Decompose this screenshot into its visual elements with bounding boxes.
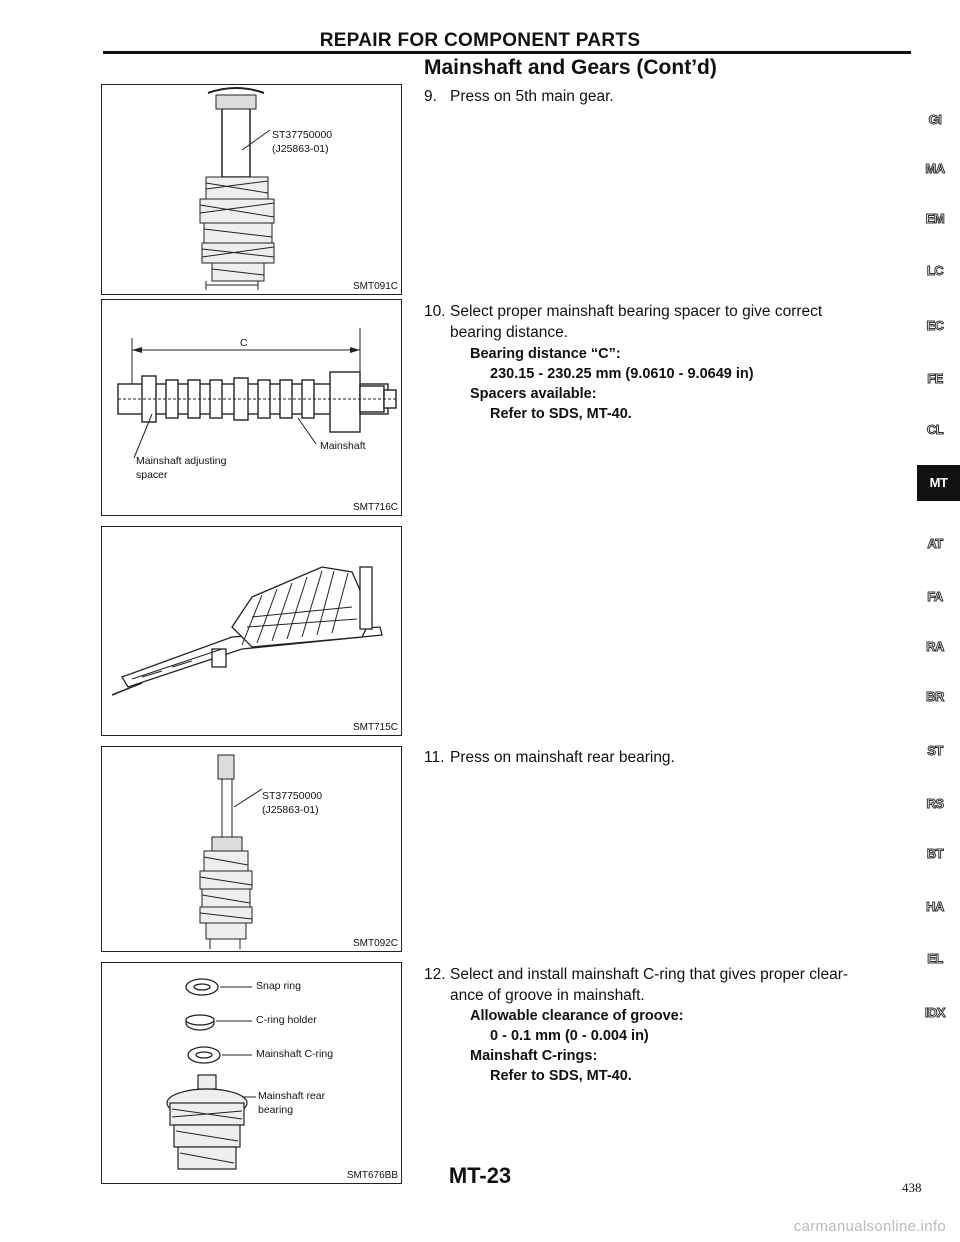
page-number-label: MT-23 [448, 1163, 512, 1188]
step-number: 12. [424, 966, 446, 983]
figure-c-ring-parts [101, 962, 402, 1184]
step-text: Select and install mainshaft C-ring that gives proper clear- [450, 966, 849, 983]
spec-label: Mainshaft C-rings: [470, 1048, 598, 1064]
c-ring-holder-label: C-ring holder [256, 1014, 317, 1026]
step-number: 11. [424, 749, 445, 766]
step-12 [424, 964, 848, 985]
figure-press-rear-bearing [101, 746, 402, 952]
spec-label: Spacers available: [470, 386, 597, 402]
tab-cl[interactable]: CL [926, 422, 944, 437]
snap-ring-label: Snap ring [256, 980, 301, 992]
adjusting-spacer-label: Mainshaft adjusting [136, 455, 227, 467]
figure-code: SMT091C [352, 281, 398, 292]
spec-value: Refer to SDS, MT-40. [490, 1068, 632, 1084]
step-10 [424, 301, 822, 322]
spec-value: Refer to SDS, MT-40. [490, 406, 632, 422]
mainshaft-rear-bearing-label: Mainshaft rear [258, 1090, 326, 1102]
tab-br[interactable]: BR [926, 689, 944, 704]
figure-bearing-distance [101, 299, 402, 516]
watermark-text: carmanualsonline.info [793, 1218, 946, 1235]
tab-mt[interactable]: MT [917, 465, 960, 501]
figure-code: SMT092C [352, 938, 398, 949]
tab-el[interactable]: EL [927, 951, 943, 966]
tab-ma[interactable]: MA [925, 161, 945, 176]
adjusting-spacer-label-line2: spacer [136, 469, 168, 481]
figure-code: SMT715C [352, 722, 398, 733]
tab-idx[interactable]: IDX [924, 1005, 946, 1020]
tool-alt-number-label: (J25863-01) [262, 804, 319, 816]
tab-ha[interactable]: HA [926, 899, 944, 914]
tab-at[interactable]: AT [927, 536, 943, 551]
step-text: Select proper mainshaft bearing spacer to give correct [450, 303, 823, 320]
header-rule [103, 51, 911, 54]
press-tool-illustration [102, 747, 401, 951]
tab-lc[interactable]: LC [926, 263, 944, 278]
section-title: Mainshaft and Gears (Cont’d) [424, 56, 717, 79]
page-header-title: REPAIR FOR COMPONENT PARTS [319, 30, 641, 51]
figure-caliper-measurement [101, 526, 402, 736]
step-12-continued: ance of groove in mainshaft. [450, 987, 645, 1004]
caliper-illustration [102, 527, 401, 735]
tab-fe[interactable]: FE [927, 371, 943, 386]
figure-code: SMT676BB [346, 1170, 398, 1181]
figure-code: SMT716C [352, 502, 398, 513]
tab-gi[interactable]: GI [928, 112, 942, 127]
step-10-continued: bearing distance. [450, 324, 569, 341]
tab-ec[interactable]: EC [926, 318, 944, 333]
press-tool-illustration [102, 85, 401, 294]
step-number: 9. [424, 88, 437, 105]
step-9 [424, 86, 614, 107]
spec-label: Bearing distance “C”: [470, 346, 621, 362]
tool-number-label: ST37750000 [272, 129, 333, 141]
tab-ra[interactable]: RA [926, 639, 944, 654]
mainshaft-label: Mainshaft [320, 440, 366, 452]
step-11 [424, 747, 675, 768]
tab-fa[interactable]: FA [927, 589, 943, 604]
figure-press-5th-gear [101, 84, 402, 295]
tab-rs[interactable]: RS [926, 796, 944, 811]
distance-c-label: C [240, 337, 248, 349]
spec-value: 230.15 - 230.25 mm (9.0610 - 9.0649 in) [490, 366, 754, 382]
step-number: 10. [424, 303, 446, 320]
mainshaft-c-ring-label: Mainshaft C-ring [256, 1048, 334, 1060]
c-ring-exploded-illustration [102, 963, 401, 1183]
mainshaft-diagram [102, 300, 401, 515]
tab-bt[interactable]: BT [926, 846, 944, 861]
step-text: Press on mainshaft rear bearing. [450, 749, 675, 766]
tool-alt-number-label: (J25863-01) [272, 143, 329, 155]
sheet-number: 438 [902, 1180, 922, 1195]
tab-st[interactable]: ST [927, 743, 943, 758]
tool-number-label: ST37750000 [262, 790, 323, 802]
spec-value: 0 - 0.1 mm (0 - 0.004 in) [490, 1028, 649, 1044]
mainshaft-rear-bearing-label-line2: bearing [258, 1104, 294, 1116]
tab-em[interactable]: EM [925, 211, 945, 226]
step-text: Press on 5th main gear. [450, 88, 614, 105]
spec-label: Allowable clearance of groove: [470, 1008, 684, 1024]
